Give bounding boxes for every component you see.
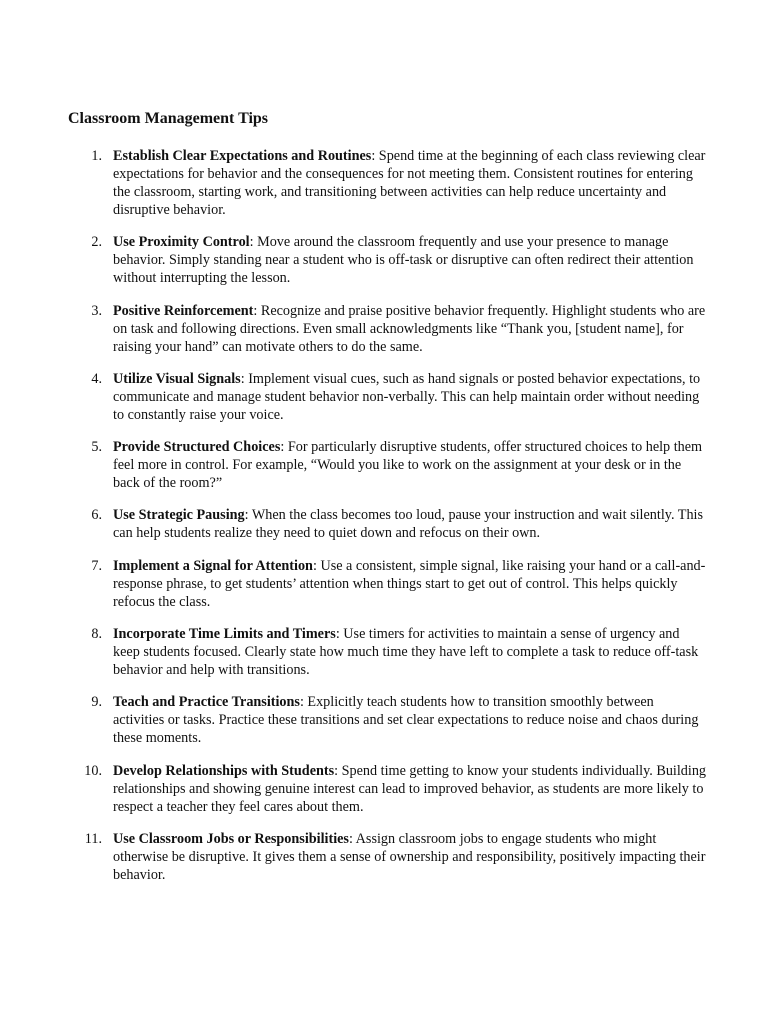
item-text: : Spend time at the beginning of each class reviewing clear expectations for behavior and the consequences for not meeting them. Consistent routines for entering the classroom, starting work, and transitioning between activities can help reduce uncertainty and disruptive behavior. bbox=[113, 148, 706, 218]
item-term: Implement a Signal for Attention bbox=[113, 557, 313, 574]
item-number: 11. bbox=[84, 830, 102, 847]
item-text: : Recognize and praise positive behavior frequently. Highlight students who are on task and following directions. Even small acknowledgments like “Thank you, [student name], for raising your hand” can motivate others to do the same. bbox=[113, 302, 706, 355]
item-number: 6. bbox=[91, 507, 102, 524]
item-number: 9. bbox=[91, 694, 102, 711]
item-term: Develop Relationships with Students bbox=[113, 762, 335, 779]
item-term: Provide Structured Choices bbox=[113, 439, 281, 456]
document-title: Classroom Management Tips bbox=[68, 110, 269, 127]
item-text: : When the class becomes too loud, pause your instruction and wait silently. This can help students realize they need to quiet down and refocus on their own. bbox=[113, 507, 704, 542]
item-term: Teach and Practice Transitions bbox=[113, 694, 300, 711]
list-item bbox=[68, 438, 708, 492]
list-item bbox=[68, 625, 708, 679]
item-number: 1. bbox=[91, 148, 102, 164]
item-text: : Implement visual cues, such as hand signals or posted behavior expectations, to communicate and manage student behavior non-verbally. This can help maintain order without needing to constantly raise your voice. bbox=[113, 370, 701, 423]
item-number: 3. bbox=[91, 302, 102, 319]
item-term: Positive Reinforcement bbox=[113, 302, 254, 319]
list-item bbox=[68, 762, 708, 816]
item-number: 7. bbox=[91, 557, 102, 574]
item-term: Use Strategic Pausing bbox=[113, 507, 245, 524]
item-text: : Use timers for activities to maintain a sense of urgency and keep students focused. Clearly state how much time they have left to complete a task to reduce off-task behavior and help with transitions. bbox=[113, 626, 699, 679]
item-text: : Explicitly teach students how to transition smoothly between activities or tasks. Practice these transitions and set clear expectations to reduce noise and chaos during these moments. bbox=[113, 694, 699, 747]
list-item bbox=[68, 506, 708, 542]
list-item bbox=[68, 693, 708, 747]
tips-list bbox=[68, 147, 708, 898]
item-number: 4. bbox=[91, 370, 102, 387]
list-item bbox=[68, 557, 708, 611]
item-term: Establish Clear Expectations and Routines bbox=[113, 148, 372, 164]
item-number: 5. bbox=[91, 439, 102, 456]
item-term: Utilize Visual Signals bbox=[113, 370, 241, 387]
item-text: : Spend time getting to know your students individually. Building relationships and showing genuine interest can lead to improved behavior, as students are more likely to respect a teacher they feel cares about them. bbox=[113, 762, 707, 815]
list-item bbox=[68, 147, 708, 219]
list-item bbox=[68, 302, 708, 356]
item-text: : Move around the classroom frequently and use your presence to manage behavior. Simply standing near a student who is off-task or disruptive can often redirect their attention without interrupting the lesson. bbox=[113, 234, 694, 287]
list-item bbox=[68, 370, 708, 424]
item-number: 8. bbox=[91, 626, 102, 643]
item-number: 2. bbox=[91, 234, 102, 251]
item-text: : Assign classroom jobs to engage students who might otherwise be disruptive. It gives them a sense of ownership and responsibility, positively impacting their behavior. bbox=[113, 830, 706, 883]
item-text: : For particularly disruptive students, offer structured choices to help them feel more in control. For example, “Would you like to work on the assignment at your desk or in the back of the room?” bbox=[113, 439, 703, 492]
list-item bbox=[68, 830, 708, 884]
item-term: Use Classroom Jobs or Responsibilities bbox=[113, 830, 349, 847]
item-term: Use Proximity Control bbox=[113, 234, 250, 251]
item-text: : Use a consistent, simple signal, like raising your hand or a call-and-response phrase, to get students’ attention when things start to get out of control. This helps quickly refocus the class. bbox=[113, 557, 706, 610]
item-number: 10. bbox=[84, 762, 102, 779]
list-item bbox=[68, 233, 708, 287]
item-term: Incorporate Time Limits and Timers bbox=[113, 626, 336, 643]
